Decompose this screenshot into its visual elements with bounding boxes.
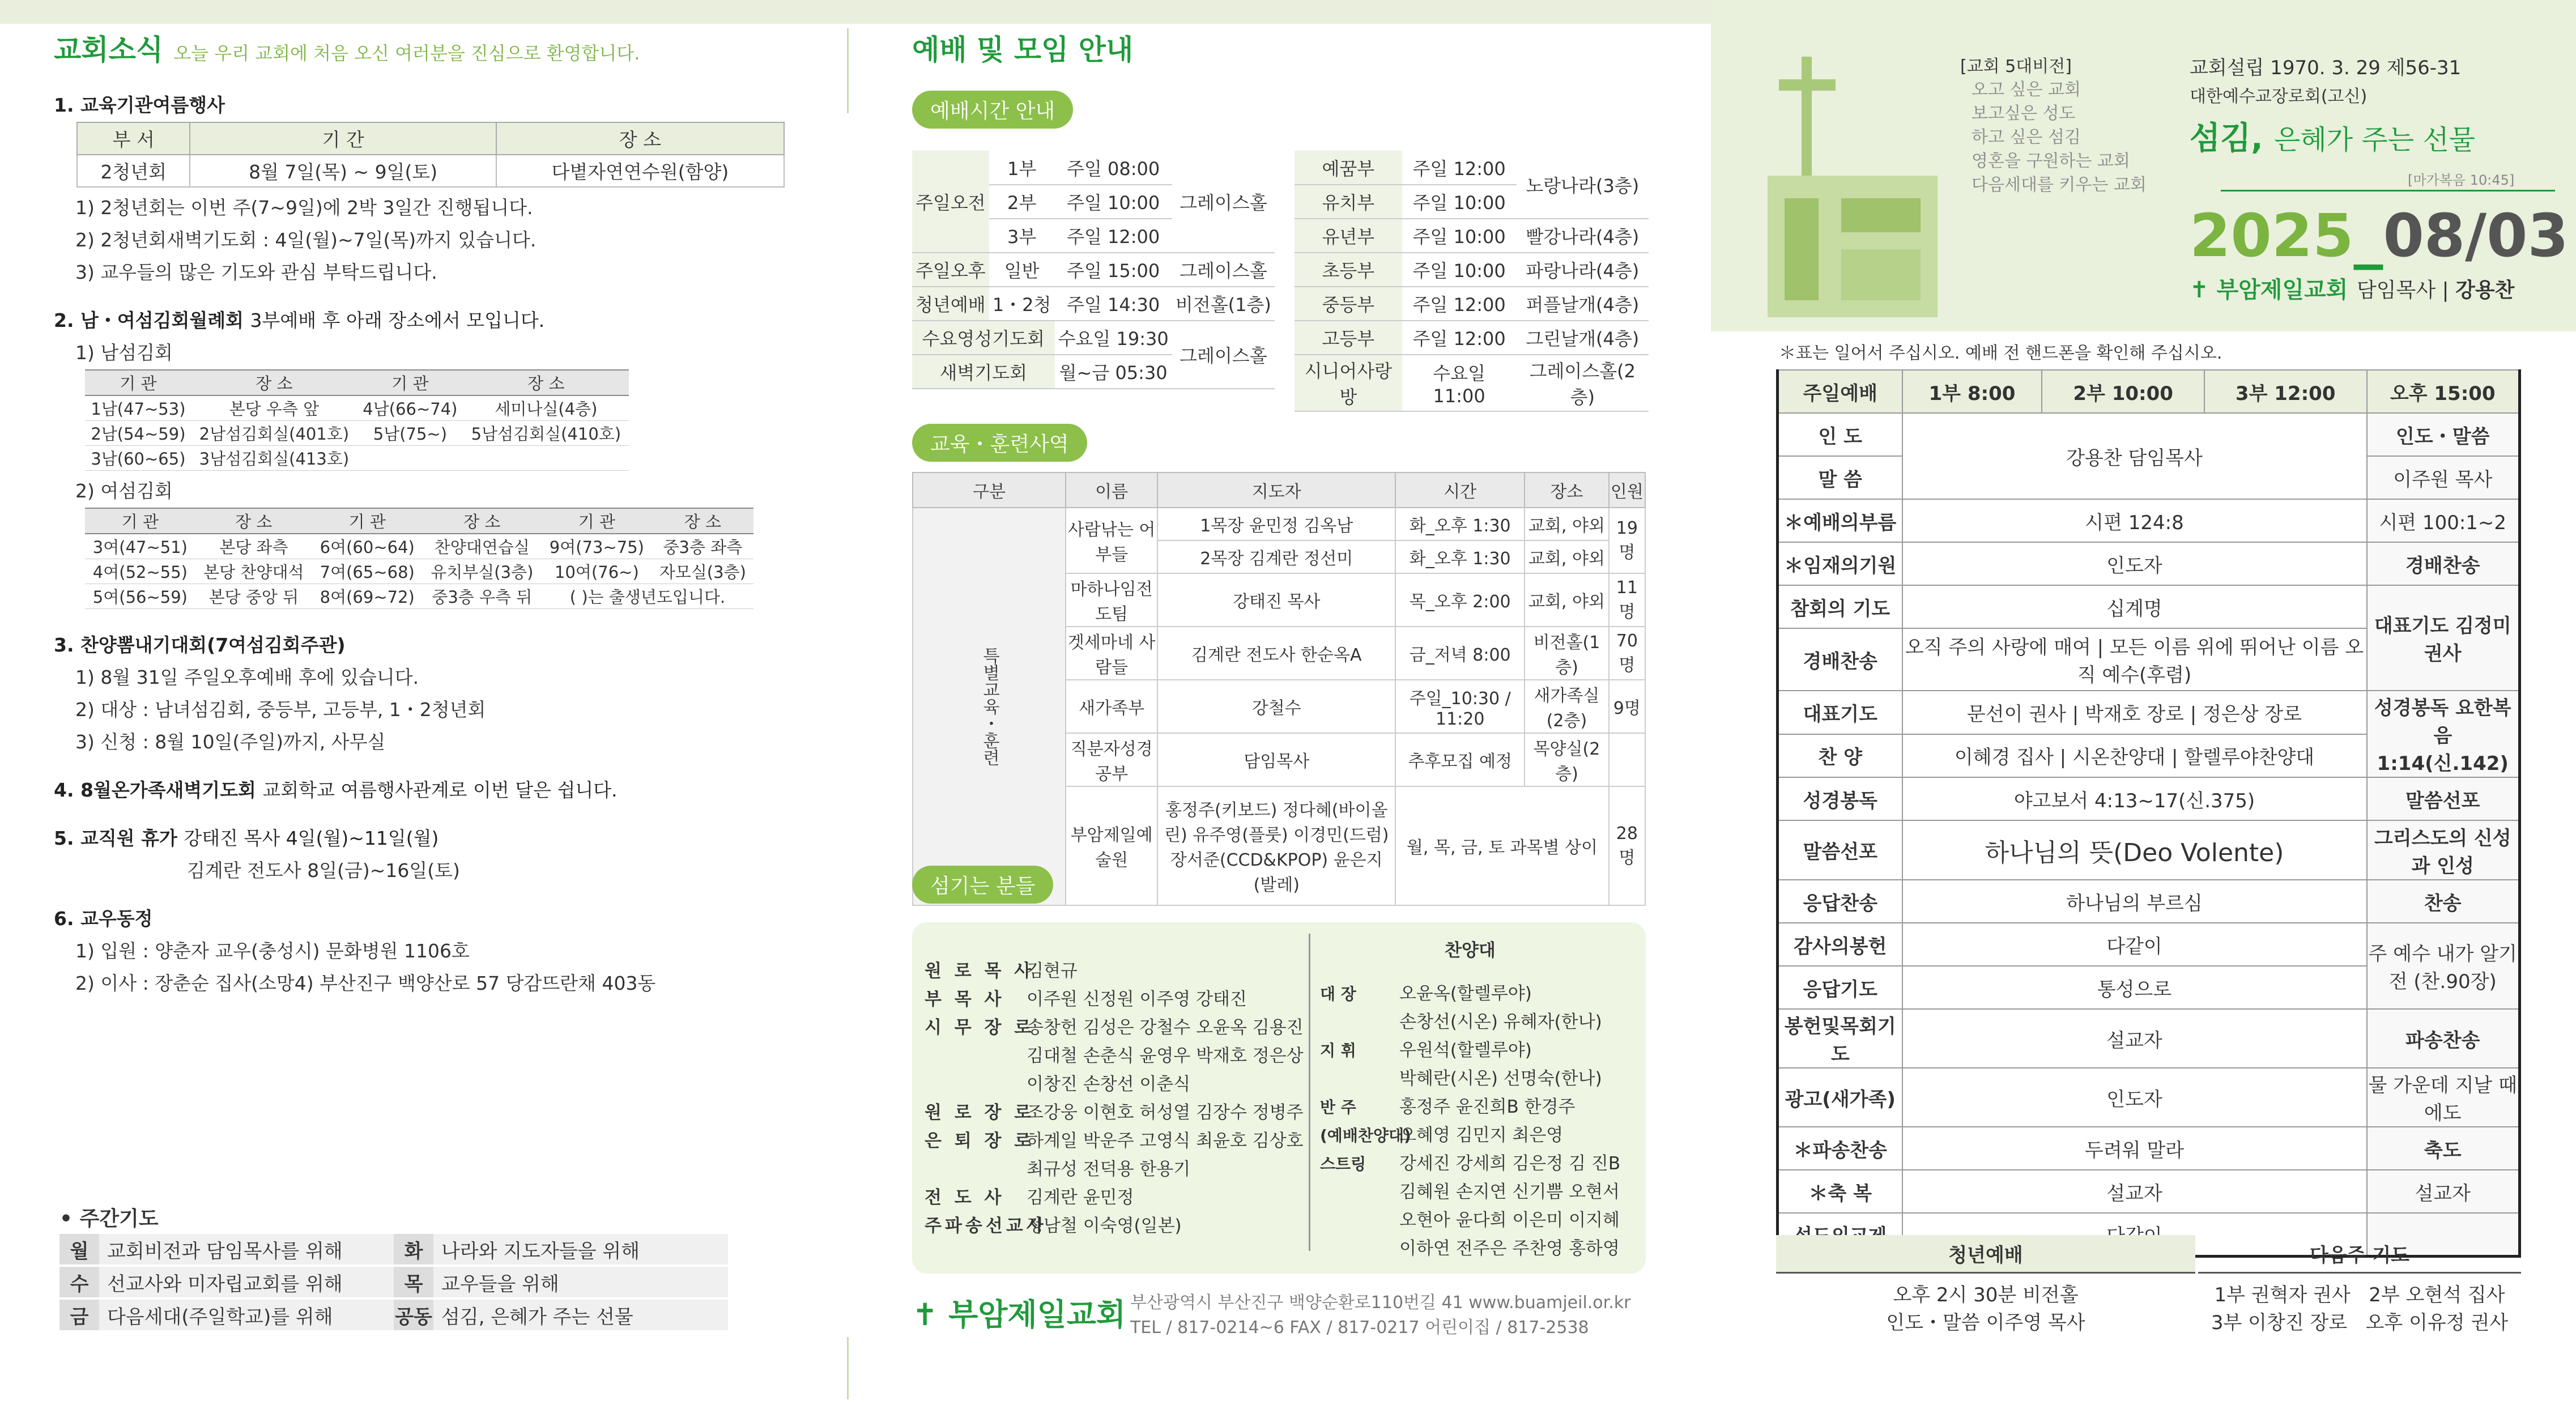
next-title: 다음주 기도 — [2198, 1235, 2521, 1274]
vision-list — [1972, 78, 2147, 197]
worship-time-pill: 예배시간 안내 — [912, 91, 1073, 129]
denomination: 대한예수교장로회(고신) — [2190, 87, 2368, 107]
section-2: 2. 남・여섬김회월례회 3부예배 후 아래 장소에서 모입니다. — [54, 309, 545, 331]
servants-pill: 섬기는 분들 — [912, 866, 1053, 904]
motto: 섬김, 은혜가 주는 선물 — [2190, 120, 2476, 157]
cover-church: ✝ 부암제일교회 — [2190, 277, 2348, 303]
staff-row: 이창진 손창선 이춘식 — [1027, 1074, 1191, 1095]
text-line: 3) 신청 : 8월 10일(주일)까지, 사무실 — [75, 731, 386, 753]
choir-row: 스트링 강세진 강세희 김은정 김 진B — [1320, 1153, 1621, 1174]
text-line: 2) 여섬김회 — [75, 480, 173, 502]
church-address: 부산광역시 부산진구 백양순환로110번길 41 www.buamjeil.or.kr — [1130, 1293, 1631, 1313]
choir-row: 반 주 홍정주 윤진희B 한경주 — [1320, 1097, 1576, 1117]
choir-row: 박혜란(시온) 선명숙(한나) — [1399, 1068, 1602, 1089]
vision-title: [교회 5대비전] — [1960, 57, 2072, 76]
choir-row: 지 휘 우원석(할렐루야) — [1320, 1040, 1532, 1061]
text-line: 2) 대상 : 남녀섬김회, 중등부, 고등부, 1・2청년회 — [75, 699, 486, 721]
order-of-worship: 주일예배 1부 8:00 2부 10:00 3부 12:00 오후 15:00 인 도 강용찬 담임목사 인도・말씀 말 씀 이주원 목사 ＊예배의부름 시편 124:8 시편 100:1~2 ＊임재의기원 인도자 경배찬송 참회의 기도 십계명 대표기도 김정미 권사 경배찬송 오직 주의 사랑에 매여 | 모든 이름 위에 뛰어난 이름 오직 예수(후렴) 대표기도 문선이 권사 | 박재호 장로 | 정은상 장로 성경봉독 요한복음 1:14(신.142) 찬 양 이혜경 집사 | 시온찬양대 | 할렐루야찬양대 성경봉독 야고보서 4:13~17(신.375) 말씀선포 말씀선포 하나님의 뜻(Deo Volente) 그리스도의 신성과 인성 응답찬송 하나님의 부르심 찬송 감사의봉헌 다같이 주 예수 내가 알기 전 (찬.90장) 응답기도 통성으로 봉헌및목회기도 설교자 파송찬송 광고(새가족) 인도자 물 가운데 지날 때에도 ＊파송찬송 두려워 말라 축도 ＊축 복 설교자 설교자 — [1776, 369, 2521, 1258]
vision-item: 영혼을 구원하는 교회 — [1972, 151, 2130, 171]
youth-leader: 인도・말씀 이주영 목사 — [1886, 1312, 2085, 1334]
youth-title: 청년예배 — [1776, 1235, 2195, 1274]
vision-item: 하고 싶은 섬김 — [1972, 127, 2081, 147]
church-tel: TEL / 817-0214~6 FAX / 817-0217 어린이집 / 817-2538 — [1130, 1318, 1589, 1338]
staff-row: 부 목 사 이주원 신정원 이주영 강태진 — [925, 989, 1247, 1010]
cover-column — [1711, 0, 2576, 1405]
text-line: 1) 2청년회는 이번 주(7~9일)에 2박 3일간 진행됩니다. — [75, 197, 533, 219]
service-table-left: 주일오전 1부 주일 08:00 그레이스홀 2부 주일 10:00 3부 주일 12:00 주일오후 일반 주일 15:00 그레이스홀 청년예배 1・2청 주일 14:30 비전홀(1층) 수요영성기도회 수요일 19:30 그레이스홀 새벽기도회 월~금 05:30 — [912, 151, 1275, 389]
choir-row: 오현아 윤다희 이은미 이지혜 — [1399, 1210, 1620, 1231]
weekly-prayer — [59, 1203, 728, 1332]
section-1: 1. 교육기관여름행사 — [54, 94, 225, 116]
motto-ref: [마가복음 10:45] — [2408, 172, 2515, 188]
choir-row: 이하연 전주은 주찬영 홍하영 — [1399, 1238, 1620, 1259]
youth-worship — [1776, 1235, 2195, 1335]
staff-row: 주파송선교사정남철 이숙영(일본) — [925, 1216, 1182, 1236]
cross-icon: ✝ — [912, 1297, 938, 1332]
church-logo: ✝ 부암제일교회 — [912, 1297, 1126, 1332]
section-6: 6. 교우동정 — [54, 908, 153, 930]
choir-row: 대 장 오윤옥(할렐루야) — [1320, 984, 1532, 1004]
bulletin-date: 2025_08/03 — [2190, 201, 2569, 270]
youth-time: 오후 2시 30분 비전홀 — [1893, 1284, 2079, 1306]
summer-event-table: 부 서 기 간 장 소 2청년회 8월 7일(목) ~ 9일(토) 다볕자연연수원(함양) — [76, 122, 785, 188]
staff-row: 원 로 목 사김현규 — [925, 961, 1078, 981]
staff-divider — [1309, 934, 1310, 1251]
text-line: 1) 8월 31일 주일오후예배 후에 있습니다. — [75, 666, 419, 688]
weekly-prayer-title: • 주간기도 — [59, 1207, 159, 1231]
divider — [847, 28, 849, 113]
education-pill: 교육・훈련사역 — [912, 424, 1087, 462]
text-line: 2) 2청년회새벽기도회 : 4일(월)~7일(목)까지 있습니다. — [75, 229, 537, 251]
next-line-2: 3부 이창진 장로 오후 이유정 권사 — [2211, 1312, 2509, 1334]
vision-item: 다음세대를 키우는 교회 — [1972, 175, 2147, 195]
rule — [2221, 190, 2555, 191]
choir-row: (예배찬양대)오혜영 김민지 최은영 — [1320, 1125, 1564, 1146]
text-line: 2) 이사 : 장춘순 집사(소망4) 부산진구 백양산로 57 당감뜨란채 403동 — [75, 972, 656, 994]
choir-title: 찬양대 — [1445, 940, 1496, 961]
staff-row: 최규성 전덕용 한용기 — [1027, 1159, 1191, 1180]
vision-item: 오고 싶은 교회 — [1972, 80, 2081, 100]
top-bar — [0, 0, 1711, 24]
text-line: 1) 남섬김회 — [75, 342, 173, 364]
choir-row: 손창선(시온) 유혜자(한나) — [1399, 1012, 1602, 1032]
vision-item: 보고싶은 성도 — [1972, 104, 2076, 124]
female-group-table: 기 관 장 소 기 관 장 소 기 관 장 소 3여(47~51) 본당 좌측 6여(60~64) 찬양대연습실 9여(73~75) 중3층 좌측 4여(52~55) 본당 찬양대석 7여(65~68) 유치부실(3층) 10여(76~) 자모실(3층) 5여(56~59) 본당 중앙 뒤 8여(69~72) 중3층 우측 뒤 ( )는 출생년도입니다. — [85, 508, 753, 609]
staff-row: 김대철 손춘식 윤영우 박재호 정은상 — [1027, 1046, 1304, 1066]
staff-row: 전 도 사 김계란 윤민정 — [925, 1187, 1134, 1208]
next-week-prayer — [2198, 1235, 2521, 1335]
news-title: 교회소식 오늘 우리 교회에 처음 오신 여러분을 진심으로 환영합니다. — [54, 33, 640, 66]
prayer-table: 월 교회비전과 담임목사를 위해 화 나라와 지도자들을 위해 수 선교사와 미자립교회를 위해 목 교우들을 위해 금 다음세대(주일학교)를 위해 공동 섬김, 은혜가 주는 선물 — [59, 1232, 728, 1332]
standing-note: ＊표는 일어서 주십시오. 예배 전 핸드폰을 확인해 주십시오. — [1779, 343, 2222, 363]
founded: 교회설립 1970. 3. 29 제56-31 — [2190, 57, 2462, 79]
worship-column — [912, 27, 1651, 1387]
news-column — [54, 27, 790, 1387]
cover-header — [1711, 0, 2576, 331]
worship-title: 예배 및 모임 안내 — [912, 33, 1134, 66]
staff-row: 원 로 장 로조강웅 이현호 허성열 김장수 정병주 — [925, 1102, 1304, 1123]
section-5: 5. 교직원 휴가 강태진 목사 4일(월)~11일(월) — [54, 827, 439, 849]
pastor: 담임목사 | 강용찬 — [2357, 279, 2515, 302]
divider — [847, 1337, 849, 1399]
section-4: 4. 8월온가족새벽기도회 교회학교 여름행사관계로 이번 달은 쉽니다. — [54, 779, 618, 801]
text-line: 3) 교우들의 많은 기도와 관심 부탁드립니다. — [75, 261, 437, 283]
text-line: 1) 입원 : 양춘자 교우(충성시) 문화병원 1106호 — [75, 940, 470, 962]
servants-box — [912, 922, 1646, 1274]
choir-row: 김혜원 손지연 신기쁨 오현서 — [1399, 1182, 1620, 1202]
church-building-illustration — [1711, 34, 1972, 329]
text-line: 김계란 전도사 8일(금)~16일(토) — [187, 859, 460, 882]
staff-row: 시 무 장 로송창헌 김성은 강철수 오윤옥 김용진 — [925, 1017, 1304, 1038]
education-table: 구분 이름 지도자 시간 장소 인원 특별교육・훈련 사람낚는 어부들 1목장 윤민정 김옥남 화_오후 1:30 교회, 야외 19명 2목장 김계란 정선미 화_오후 1:30 교회, 야외 마하나임전도팀 강태진 목사 목_오후 2:00 교회, 야외 11명 겟세마네 사람들 김계란 전도사 한순옥A 금_저녁 8:00 비전홀(1층) 70명 새가족부 강철수 주일_10:30 / 11:20 새가족실(2층) 9명 직분자성경공부 담임목사 추후모집 예정 목양실(2층) 부암제일예술원 홍정주(키보드) 정다혜(바이올린) 유주영(플룻) 이경민(드럼) 장서준(CCD&KPOP) 윤은지(발레) 월, 목, 금, 토 과목별 상이 28명 — [912, 472, 1646, 906]
service-table-right: 예꿈부 주일 12:00 노랑나라(3층) 유치부 주일 10:00 유년부 주일 10:00 빨강나라(4층) 초등부 주일 10:00 파랑나라(4층) 중등부 주일 12:00 퍼플날개(4층) 고등부 주일 12:00 그린날개(4층) 시니어사랑방 수요일 11:00 그레이스홀(2층) — [1295, 151, 1649, 412]
next-line-1: 1부 권혁자 권사 2부 오현석 집사 — [2214, 1284, 2505, 1306]
section-3: 3. 찬양뽐내기대회(7여섬김회주관) — [54, 634, 346, 656]
cross-icon: ✝ — [2190, 277, 2209, 303]
male-group-table: 기 관 장 소 기 관 장 소 1남(47~53) 본당 우측 앞 4남(66~74) 세미나실(4층) 2남(54~59) 2남섬김회실(401호) 5남(75~) 5남섬김회실(410호) 3남(60~65) 3남섬김회실(413호) — [85, 369, 629, 471]
staff-row: 은 퇴 장 로하계일 박운주 고영식 최윤호 김상호 — [925, 1131, 1304, 1151]
